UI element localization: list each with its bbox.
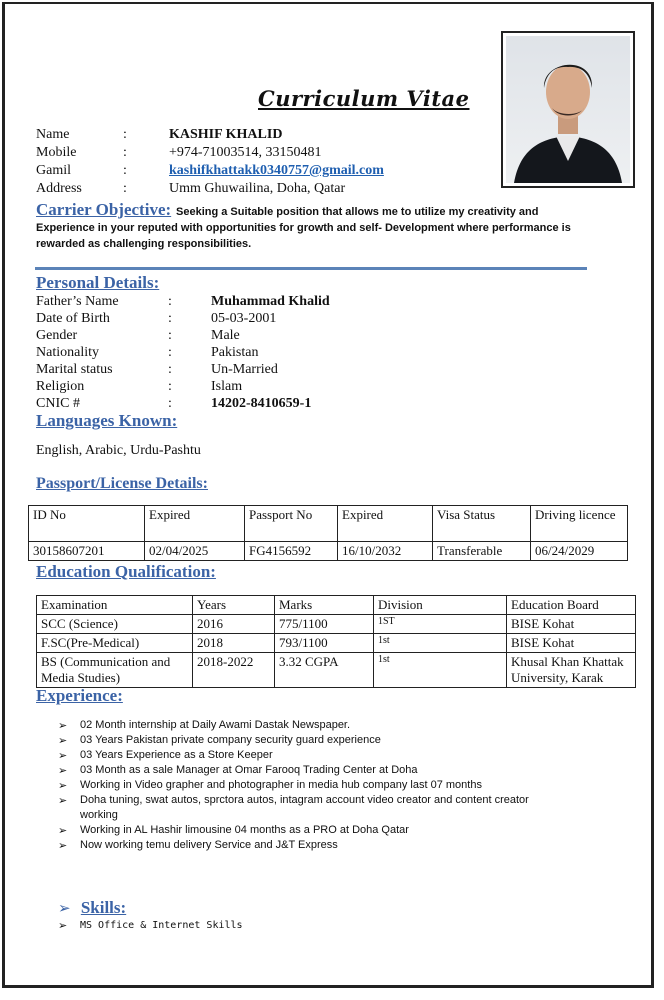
colon: :: [168, 396, 172, 411]
objective-line-3: rewarded as challenging responsibilities.: [36, 238, 252, 250]
table-header-cell: Expired: [338, 506, 433, 542]
list-item: ➢ Now working temu delivery Service and J&T Express: [58, 838, 598, 853]
list-item: ➢ 03 Years Pakistan private company security guard experience: [58, 733, 598, 748]
table-row: [37, 653, 636, 688]
table-cell: 793/1100: [275, 634, 374, 653]
passport-heading: Passport/License Details:: [36, 475, 208, 492]
personal-details-list: [36, 293, 456, 415]
colon: :: [168, 379, 172, 394]
passport-table: [28, 505, 628, 561]
experience-list: [58, 718, 598, 853]
colon: :: [123, 145, 127, 160]
objective-line-2: Experience in your reputed with opportunities for growth and self- Development where performance is: [36, 222, 571, 234]
table-header-cell: Expired: [145, 506, 245, 542]
table-cell: 775/1100: [275, 615, 374, 634]
table-cell: 1ST: [374, 615, 507, 634]
colon: :: [168, 311, 172, 326]
mobile-label: Mobile: [36, 145, 77, 160]
profile-photo: [501, 31, 635, 188]
table-cell: FG4156592: [245, 542, 338, 561]
gender-label: Gender: [36, 328, 78, 343]
colon: :: [123, 127, 127, 142]
name-value: KASHIF KHALID: [169, 127, 283, 142]
table-row: [37, 615, 636, 634]
list-item: ➢ MS Office & Internet Skills: [58, 918, 458, 933]
table-cell: 1st: [374, 653, 507, 688]
gender-value: Male: [211, 328, 240, 343]
table-cell: 2018: [193, 634, 275, 653]
religion-value: Islam: [211, 379, 243, 394]
colon: :: [123, 163, 127, 178]
languages-text: English, Arabic, Urdu-Pashtu: [36, 443, 201, 458]
cnic-label: CNIC #: [36, 396, 80, 411]
email-link[interactable]: kashifkhattakk0340757@gmail.com: [169, 163, 384, 178]
experience-heading: Experience:: [36, 686, 123, 705]
table-cell: BISE Kohat: [507, 634, 636, 653]
table-header-cell: Division: [374, 596, 507, 615]
table-cell: Khusal Khan Khattak University, Karak: [507, 653, 636, 688]
objective-line-1: Seeking a Suitable position that allows me to utilize my creativity and: [176, 206, 539, 218]
objective-heading: Carrier Objective:: [36, 200, 172, 219]
table-cell: 02/04/2025: [145, 542, 245, 561]
education-table: [36, 595, 636, 688]
table-header-cell: Visa Status: [433, 506, 531, 542]
section-divider: [35, 267, 587, 270]
table-cell: 16/10/2032: [338, 542, 433, 561]
name-label: Name: [36, 127, 70, 142]
marital-status-value: Un-Married: [211, 362, 278, 377]
skills-list: [58, 918, 458, 933]
mobile-value: +974-71003514, 33150481: [169, 145, 322, 160]
nationality-label: Nationality: [36, 345, 99, 360]
colon: :: [168, 328, 172, 343]
table-header-cell: Education Board: [507, 596, 636, 615]
table-header-cell: ID No: [29, 506, 145, 542]
education-heading: Education Qualification:: [36, 562, 216, 581]
dob-label: Date of Birth: [36, 311, 110, 326]
address-label: Address: [36, 181, 82, 196]
list-item: ➢ 03 Month as a sale Manager at Omar Farooq Trading Center at Doha: [58, 763, 598, 778]
table-cell: SCC (Science): [37, 615, 193, 634]
languages-heading: Languages Known:: [36, 411, 178, 430]
table-row: [29, 506, 628, 542]
table-cell: BS (Communication and Media Studies): [37, 653, 193, 688]
dob-value: 05-03-2001: [211, 311, 277, 326]
colon: :: [168, 294, 172, 309]
colon: :: [123, 181, 127, 196]
table-row: [37, 634, 636, 653]
cnic-value: 14202-8410659-1: [211, 396, 312, 411]
list-item: ➢ Working in Video grapher and photographer in media hub company last 07 months: [58, 778, 598, 793]
table-cell: 06/24/2029: [531, 542, 628, 561]
table-cell: 1st: [374, 634, 507, 653]
colon: :: [168, 362, 172, 377]
colon: :: [168, 345, 172, 360]
marital-status-label: Marital status: [36, 362, 113, 377]
list-item: ➢ 02 Month internship at Daily Awami Dastak Newspaper.: [58, 718, 598, 733]
table-cell: 3.32 CGPA: [275, 653, 374, 688]
personal-details-heading: Personal Details:: [36, 273, 160, 292]
list-item: ➢ Working in AL Hashir limousine 04 months as a PRO at Doha Qatar: [58, 823, 598, 838]
table-cell: Transferable: [433, 542, 531, 561]
table-header-cell: Passport No: [245, 506, 338, 542]
table-header-cell: Marks: [275, 596, 374, 615]
list-item: ➢ 03 Years Experience as a Store Keeper: [58, 748, 598, 763]
religion-label: Religion: [36, 379, 85, 394]
email-label: Gamil: [36, 163, 71, 178]
list-item: ➢ Doha tuning, swat autos, sprctora autos, intagram account video creator and content creator working: [58, 793, 560, 823]
table-header-cell: Examination: [37, 596, 193, 615]
cv-title: Curriculum Vitae: [258, 86, 470, 111]
table-cell: 2018-2022: [193, 653, 275, 688]
arrow-bullet-icon: ➢: [58, 899, 71, 917]
table-cell: BISE Kohat: [507, 615, 636, 634]
table-cell: F.SC(Pre-Medical): [37, 634, 193, 653]
person-photo-image: [506, 36, 630, 183]
skills-heading: Skills:: [80, 898, 127, 917]
table-header-cell: Years: [193, 596, 275, 615]
table-row: [37, 596, 636, 615]
address-value: Umm Ghuwailina, Doha, Qatar: [169, 181, 346, 196]
contact-block: [36, 126, 496, 198]
table-cell: 30158607201: [29, 542, 145, 561]
table-row: [29, 542, 628, 561]
table-header-cell: Driving licence: [531, 506, 628, 542]
skills-heading-block: [58, 898, 126, 918]
table-cell: 2016: [193, 615, 275, 634]
nationality-value: Pakistan: [211, 345, 259, 360]
fathers-name-label: Father’s Name: [36, 294, 119, 309]
fathers-name-value: Muhammad Khalid: [211, 294, 330, 309]
